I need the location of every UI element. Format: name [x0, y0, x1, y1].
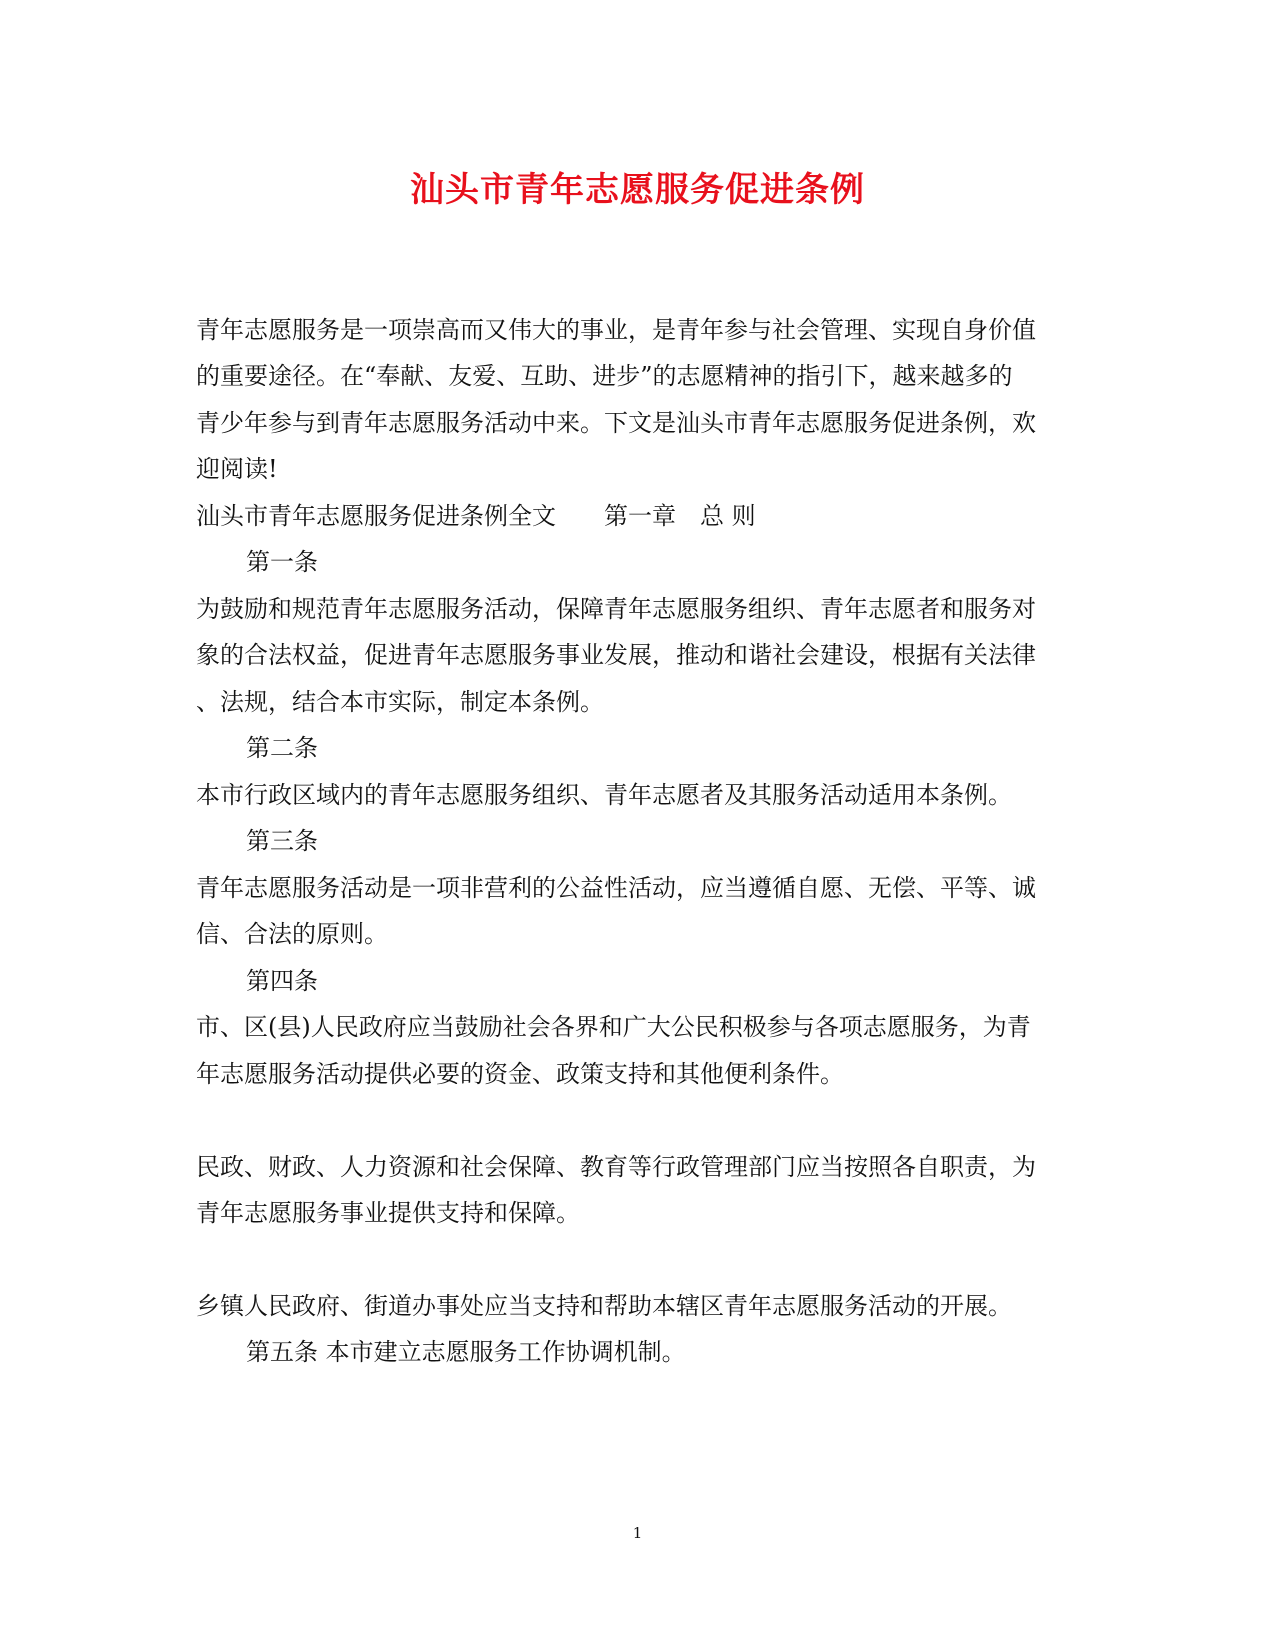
intro-line: 青年志愿服务是一项崇高而又伟大的事业，是青年参与社会管理、实现自身价值: [196, 316, 1036, 344]
article-text-line: 、法规，结合本市实际，制定本条例。: [196, 688, 604, 716]
article-text-line: 青年志愿服务事业提供支持和保障。: [196, 1199, 580, 1227]
chapter-heading-line: 汕头市青年志愿服务促进条例全文 第一章 总 则: [196, 502, 756, 530]
article-text-line: 民政、财政、人力资源和社会保障、教育等行政管理部门应当按照各自职责，为: [196, 1153, 1036, 1181]
article-text-line: 本市行政区域内的青年志愿服务组织、青年志愿者及其服务活动适用本条例。: [196, 781, 1012, 809]
intro-line: 的重要途径。在“奉献、友爱、互助、进步”的志愿精神的指引下，越来越多的: [196, 362, 1013, 390]
article-heading: 第五条 本市建立志愿服务工作协调机制。: [246, 1338, 686, 1366]
article-text-line: 青年志愿服务活动是一项非营利的公益性活动，应当遵循自愿、无偿、平等、诚: [196, 874, 1036, 902]
article-heading: 第三条: [246, 827, 318, 855]
article-text-line: 信、合法的原则。: [196, 920, 388, 948]
article-heading: 第四条: [246, 967, 318, 995]
article-text-line: 市、区(县)人民政府应当鼓励社会各界和广大公民积极参与各项志愿服务，为青: [196, 1013, 1031, 1041]
article-text-line: 年志愿服务活动提供必要的资金、政策支持和其他便利条件。: [196, 1060, 844, 1088]
article-text-line: 为鼓励和规范青年志愿服务活动，保障青年志愿服务组织、青年志愿者和服务对: [196, 595, 1036, 623]
article-text-line: 象的合法权益，促进青年志愿服务事业发展，推动和谐社会建设，根据有关法律: [196, 641, 1036, 669]
page-number: 1: [632, 1524, 643, 1542]
article-heading: 第二条: [246, 734, 318, 762]
document-title: 汕头市青年志愿服务促进条例: [410, 170, 865, 210]
intro-line: 迎阅读!: [196, 455, 278, 483]
intro-line: 青少年参与到青年志愿服务活动中来。下文是汕头市青年志愿服务促进条例，欢: [196, 409, 1036, 437]
article-heading: 第一条: [246, 548, 318, 576]
article-text-line: 乡镇人民政府、街道办事处应当支持和帮助本辖区青年志愿服务活动的开展。: [196, 1292, 1012, 1320]
